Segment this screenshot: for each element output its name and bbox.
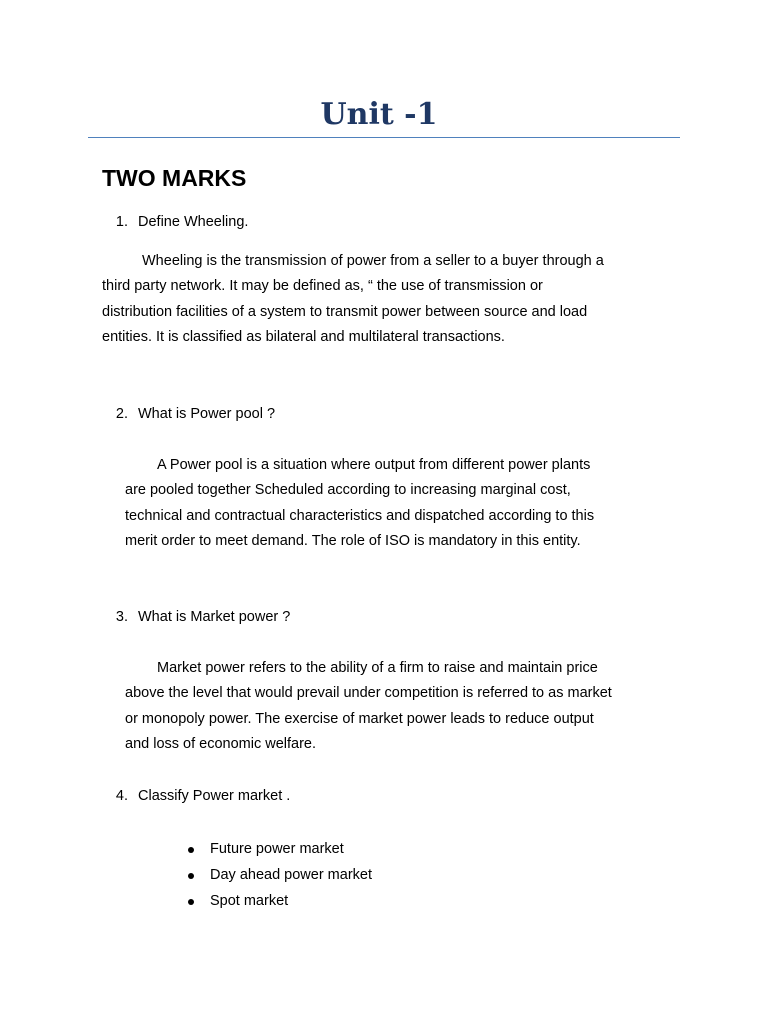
question-number: 3. (115, 609, 128, 625)
question-2 (104, 404, 275, 424)
answer-line: are pooled together Scheduled according to increasing marginal cost, (125, 482, 571, 499)
question-text: What is Market power ? (138, 609, 291, 625)
bullet-icon (188, 873, 194, 879)
answer-line: merit order to meet demand. The role of ISO is mandatory in this entity. (125, 532, 581, 549)
answer-line: and loss of economic welfare. (125, 735, 317, 752)
list-item-text: Future power market (210, 841, 344, 857)
question-4 (104, 786, 290, 806)
answer-3 (125, 656, 677, 757)
question-text: Classify Power market . (138, 788, 291, 804)
question-3 (104, 607, 290, 627)
bullet-icon (188, 847, 194, 853)
answer-line: or monopoly power. The exercise of market power leads to reduce output (125, 710, 594, 727)
question-text: Define Wheeling. (138, 214, 249, 230)
list-item (188, 888, 372, 914)
question-number: 4. (115, 788, 128, 804)
list-item-text: Spot market (210, 893, 289, 909)
section-heading: TWO MARKS (102, 165, 247, 191)
answer-line: distribution facilities of a system to transmit power between source and load (102, 303, 588, 320)
question-number: 1. (115, 214, 128, 230)
title-underline (88, 137, 680, 138)
answer-line: technical and contractual characteristics and dispatched according to this (125, 507, 595, 524)
answer-line: A Power pool is a situation where output from different power plants (157, 457, 591, 473)
answer-line: Wheeling is the transmission of power from a seller to a buyer through a (142, 253, 604, 269)
question-1 (104, 212, 248, 232)
answer-line: Market power refers to the ability of a firm to raise and maintain price (157, 660, 598, 676)
answer-line: entities. It is classified as bilateral and multilateral transactions. (102, 328, 505, 345)
list-item-text: Day ahead power market (210, 867, 372, 883)
list-item (188, 836, 372, 862)
list-item (188, 862, 372, 888)
answer-2 (125, 453, 660, 554)
question-number: 2. (115, 406, 128, 422)
question-text: What is Power pool ? (138, 406, 276, 422)
bullet-icon (188, 899, 194, 905)
bullet-list (188, 836, 372, 914)
answer-line: above the level that would prevail under competition is referred to as market (125, 685, 612, 702)
answer-line: third party network. It may be defined as, “ the use of transmission or (102, 278, 543, 295)
page-title: Unit -1 (320, 97, 438, 132)
answer-1 (102, 249, 674, 350)
